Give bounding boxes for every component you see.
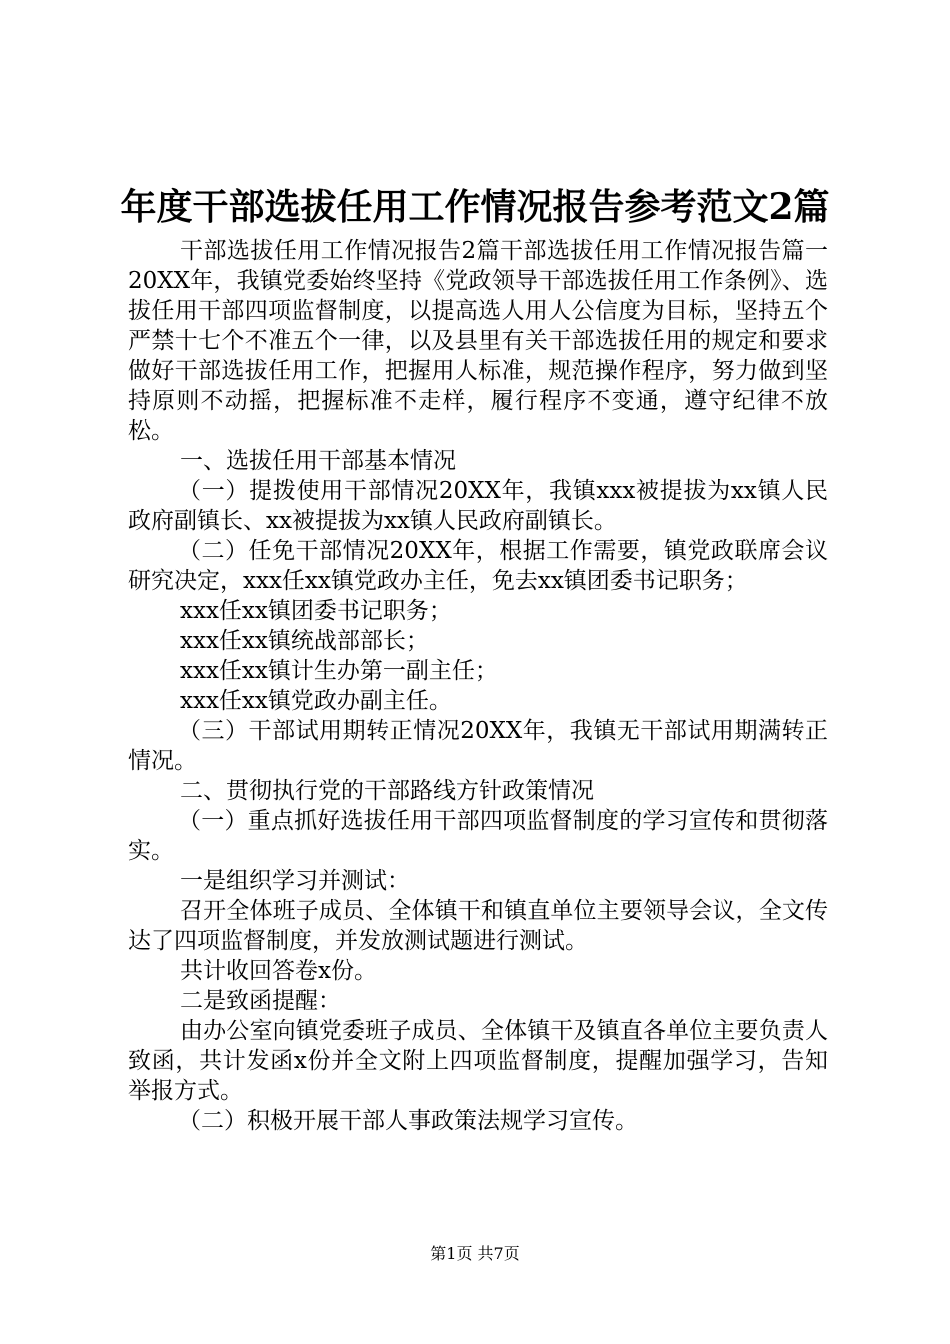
list-item: xxx任xx镇计生办第一副主任； (180, 658, 498, 684)
paragraph-meeting: 召开全体班子成员、全体镇干和镇直单位主要领导会议，全文传达了四项监督制度，并发放测试题进行测试。 (128, 898, 828, 954)
document-title: 年度干部选拔任用工作情况报告参考范文2篇 (120, 186, 830, 228)
list-item: xxx任xx镇党政办副主任。 (180, 688, 452, 714)
paragraph-appointment: （二）任免干部情况20XX年，根据工作需要，镇党政联席会议研究决定，xxx任xx镇党政办主任，免去xx镇团委书记职务； (128, 538, 828, 594)
list-item: xxx任xx镇统战部部长； (180, 628, 429, 654)
paragraph-answers: 共计收回答卷x份。 (180, 958, 377, 984)
paragraph-promotion: （一）提拨使用干部情况20XX年，我镇xxx被提拔为xx镇人民政府副镇长、xx被提拔为xx镇人民政府副镇长。 (128, 478, 828, 534)
paragraph-study-heading: 一是组织学习并测试： (180, 868, 410, 894)
paragraph-policy: （二）积极开展干部人事政策法规学习宣传。 (178, 1108, 638, 1134)
section-heading-2: 二、贯彻执行党的干部路线方针政策情况 (180, 778, 594, 804)
paragraph-letters: 由办公室向镇党委班子成员、全体镇干及镇直各单位主要负责人致函，共计发函x份并全文附上四项监督制度，提醒加强学习，告知举报方式。 (128, 1018, 828, 1104)
page-footer: 第1页 共7页 (430, 1244, 520, 1263)
section-heading-1: 一、选拔任用干部基本情况 (180, 448, 456, 474)
paragraph-supervision: （一）重点抓好选拔任用干部四项监督制度的学习宣传和贯彻落实。 (128, 808, 828, 864)
paragraph-probation: （三）干部试用期转正情况20XX年，我镇无干部试用期满转正情况。 (128, 718, 828, 774)
list-item: xxx任xx镇团委书记职务； (180, 598, 452, 624)
paragraph-intro: 干部选拔任用工作情况报告2篇干部选拔任用工作情况报告篇一20XX年，我镇党委始终坚持《党政领导干部选拔任用工作条例》、选拔任用干部四项监督制度，以提高选人用人公信度为目标，坚持五个严禁十七个不准五个一律，以及县里有关干部选拔任用的规定和要求做好干部选拔任用工作，把握用人标准，规范操作程序，努力做到坚持原则不动摇，把握标准不走样，履行程序不变通，遵守纪律不放松。 (128, 238, 828, 444)
document-body (128, 236, 828, 1136)
paragraph-letter-heading: 二是致函提醒： (180, 988, 341, 1014)
